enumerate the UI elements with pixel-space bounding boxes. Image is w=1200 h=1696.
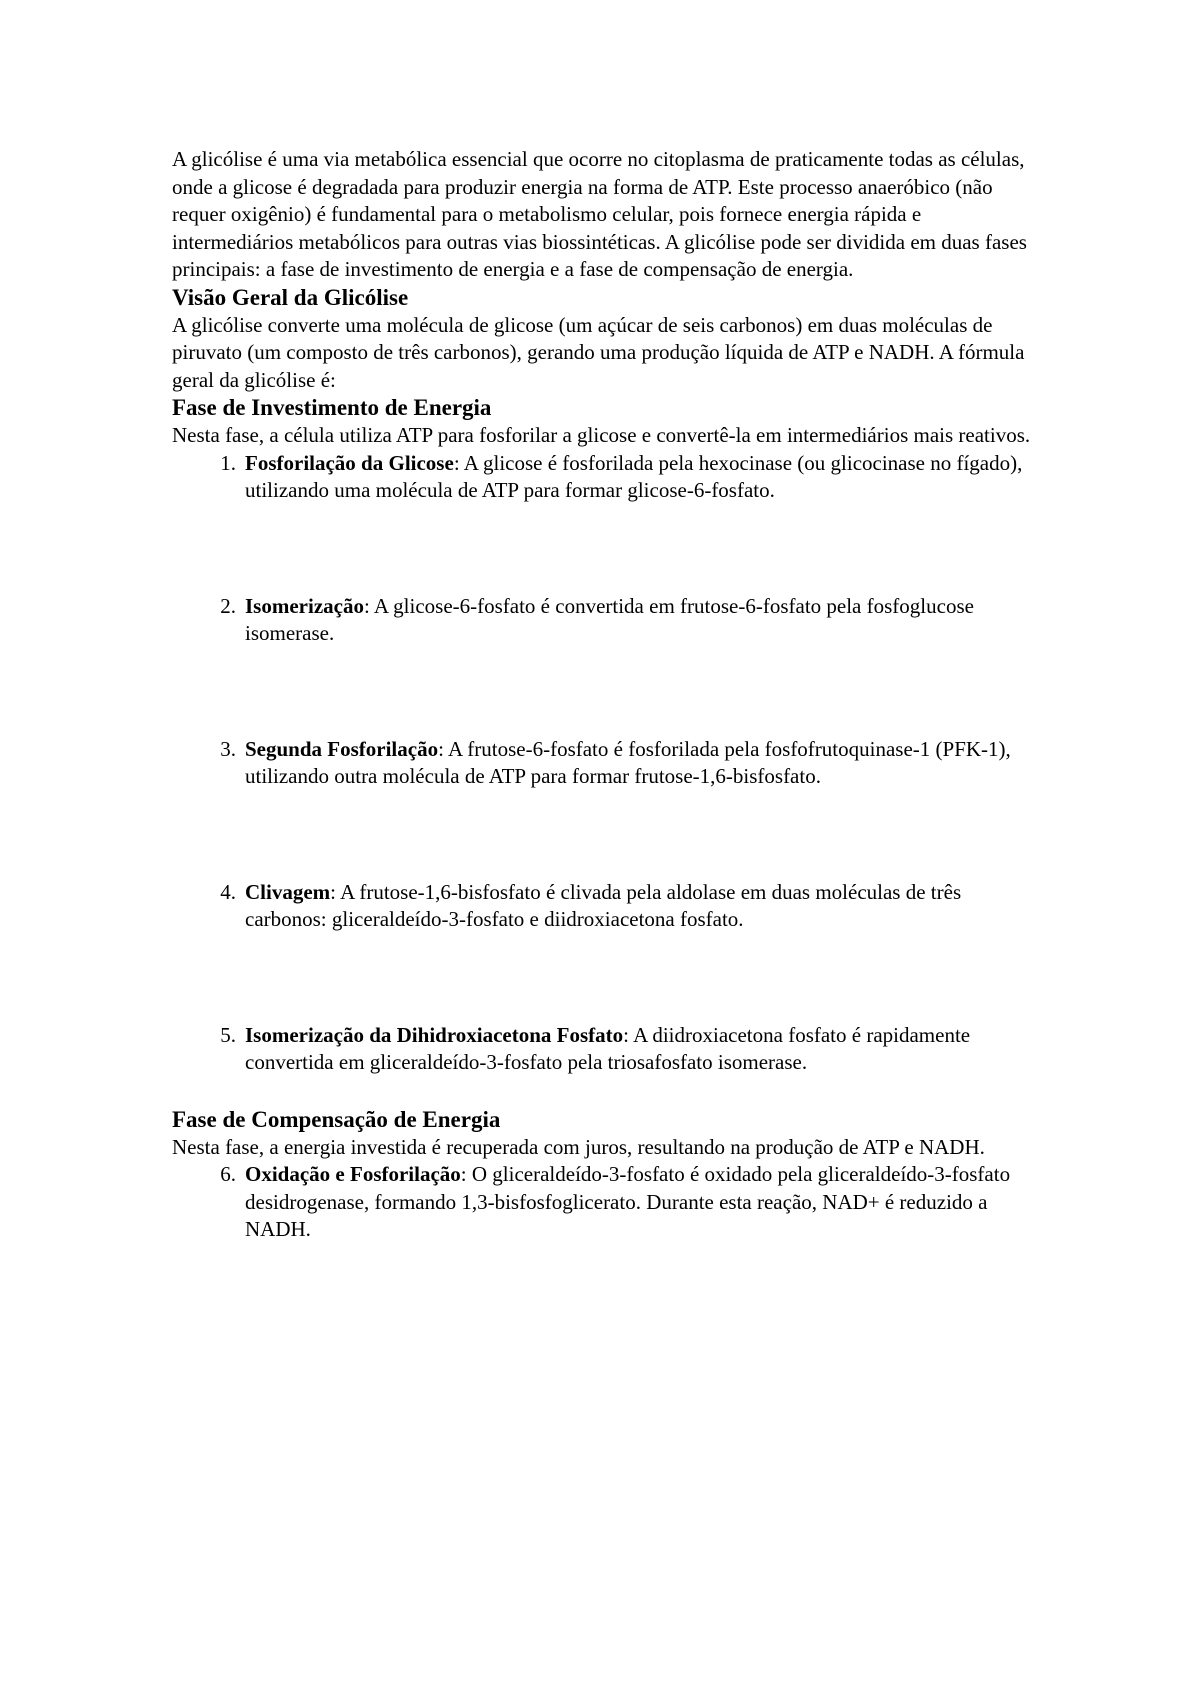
intro-paragraph: A glicólise é uma via metabólica essencial que ocorre no citoplasma de praticamente todas as células, onde a glicose é degradada para produzir energia na forma de ATP. Este processo anaeróbico (não requer oxigênio) é fundamental para o metabolismo celular, pois fornece energia rápida e intermediários metabólicos para outras vias biossintéticas. A glicólise pode ser dividida em duas fases principais: a fase de investimento de energia e a fase de compensação de energia. [172, 147, 1027, 281]
investimento-paragraph: Nesta fase, a célula utiliza ATP para fosforilar a glicose e convertê-la em intermediários mais reativos. [172, 423, 1031, 447]
list-item-term: Isomerização [245, 593, 364, 618]
list-item [172, 593, 1040, 648]
list-item [172, 450, 1040, 505]
list-item-term: Segunda Fosforilação [245, 736, 439, 761]
list-item [172, 1161, 1040, 1244]
heading-visao-geral: Visão Geral da Glicólise [172, 284, 409, 310]
visao-geral-paragraph: A glicólise converte uma molécula de glicose (um açúcar de seis carbonos) em duas moléculas de piruvato (um composto de três carbonos), gerando uma produção líquida de ATP e NADH. A fórmula geral da glicólise é: [172, 312, 1025, 392]
list-item-number: 2. [220, 593, 236, 618]
list-item-number: 6. [220, 1162, 236, 1186]
compensacao-paragraph: Nesta fase, a energia investida é recuperada com juros, resultando na produção de ATP e NADH. [172, 1134, 985, 1159]
list-item-number: 3. [220, 736, 236, 761]
list-item-description: : A glicose-6-fosfato é convertida em frutose-6-fosfato pela fosfoglucose isomerase. [245, 593, 974, 645]
list-item [172, 879, 1040, 934]
list-item-number: 4. [220, 879, 236, 904]
list-item-description: : A diidroxiacetona fosfato é rapidamente convertida em gliceraldeído-3-fosfato pela triosafosfato isomerase. [245, 1022, 971, 1074]
heading-investimento: Fase de Investimento de Energia [172, 395, 492, 420]
list-item [172, 1022, 1040, 1077]
list-item-description: : O gliceraldeído-3-fosfato é oxidado pela gliceraldeído-3-fosfato desidrogenase, formando 1,3-bisfosfoglicerato. Durante esta reação, NAD+ é reduzido a NADH. [245, 1162, 1011, 1241]
list-item-description: : A frutose-1,6-bisfosfato é clivada pela aldolase em duas moléculas de três carbonos: gliceraldeído-3-fosfato e diidroxiacetona fosfato. [245, 879, 962, 931]
list-item-number: 5. [220, 1022, 236, 1047]
list-item-term: Clivagem [245, 879, 331, 904]
list-item [172, 736, 1040, 791]
list-item-description: : A glicose é fosforilada pela hexocinase (ou glicocinase no fígado), utilizando uma molécula de ATP para formar glicose-6-fosfato. [245, 450, 1023, 502]
list-item-term: Fosforilação da Glicose [245, 450, 454, 475]
list-item-term: Isomerização da Dihidroxiacetona Fosfato [245, 1022, 624, 1047]
document-page [172, 146, 1040, 1244]
compensacao-steps-list [172, 1161, 1040, 1244]
investimento-steps-list [172, 450, 1040, 1077]
list-item-description: : A frutose-6-fosfato é fosforilada pela fosfofrutoquinase-1 (PFK-1), utilizando outra molécula de ATP para formar frutose-1,6-bisfosfato. [245, 736, 1011, 788]
list-item-number: 1. [220, 450, 236, 475]
list-item-term: Oxidação e Fosforilação [245, 1162, 461, 1186]
heading-compensacao: Fase de Compensação de Energia [172, 1106, 501, 1132]
